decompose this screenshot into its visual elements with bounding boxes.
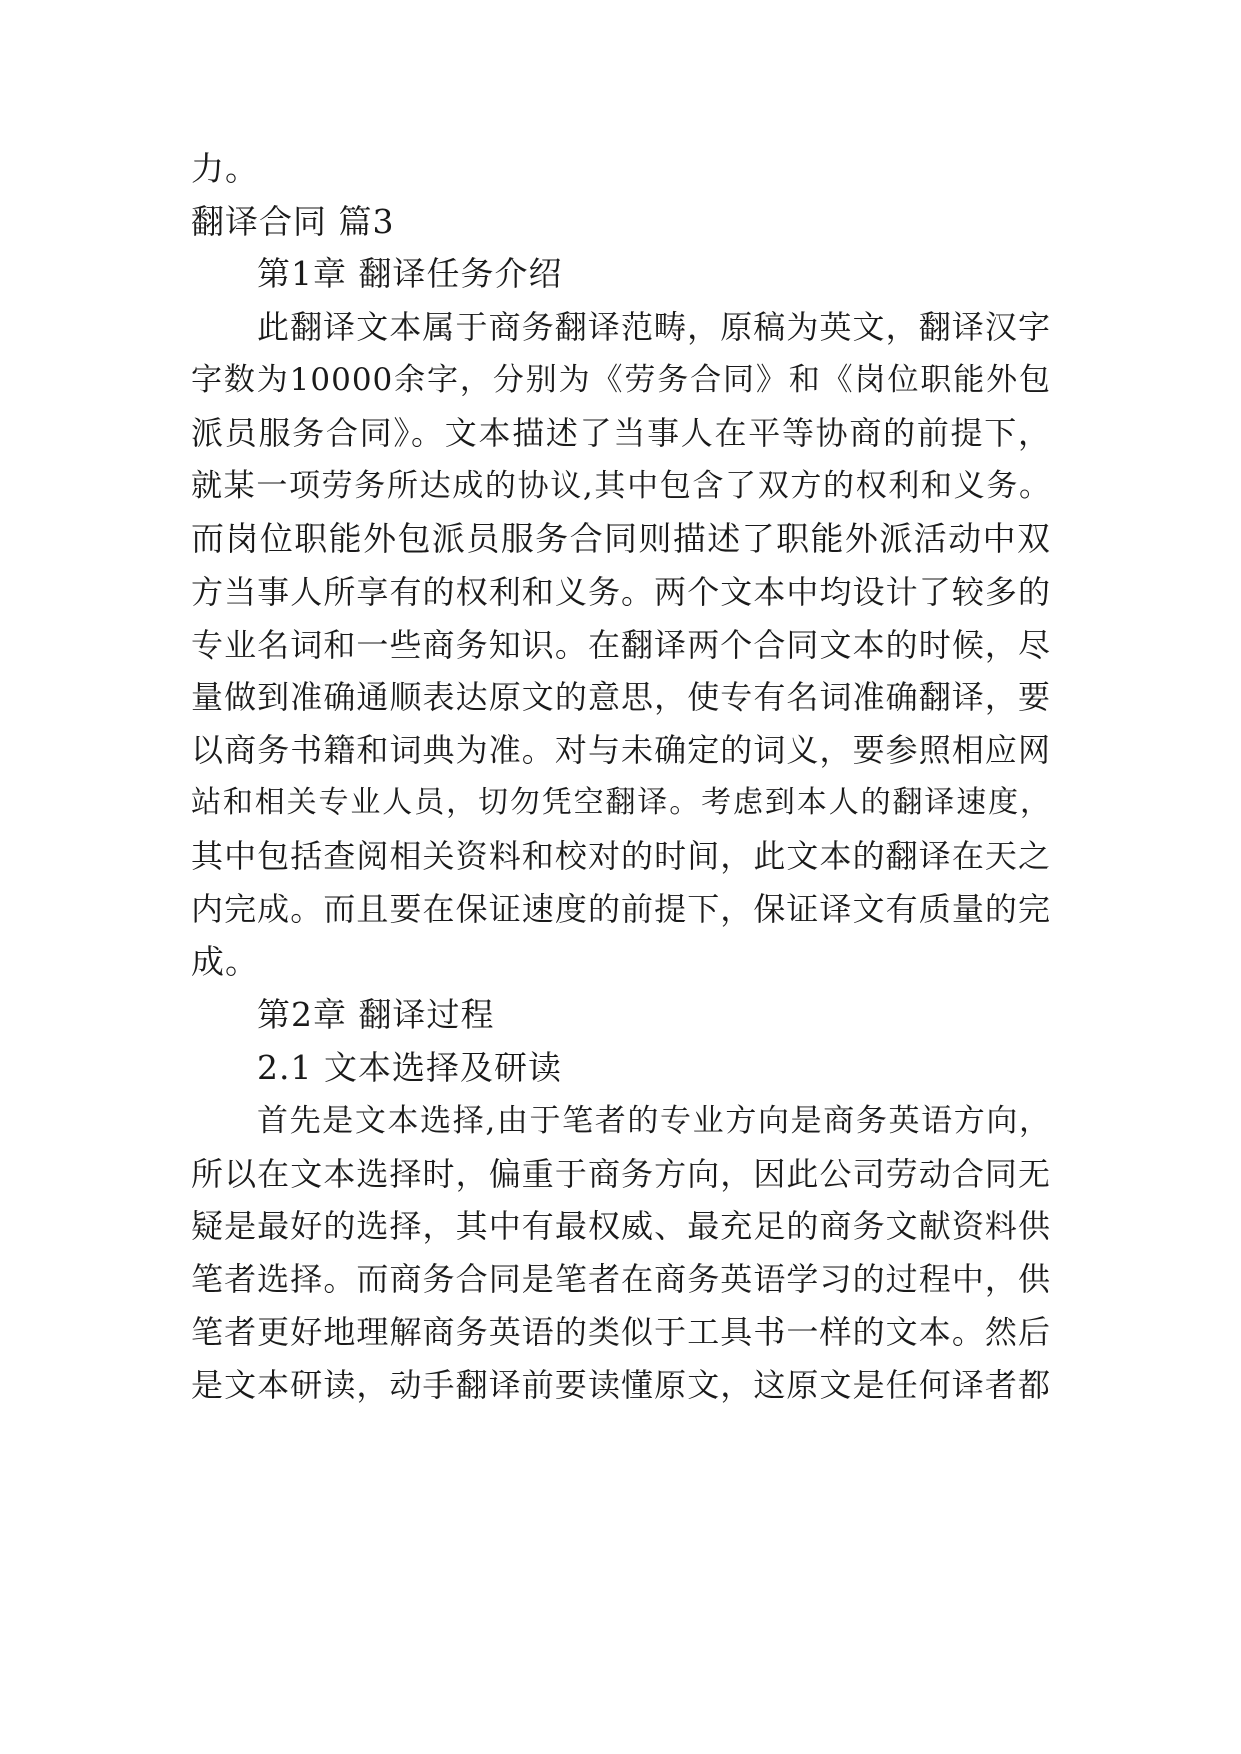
paragraph-line: 笔者更好地理解商务英语的类似于工具书一样的文本。然后 <box>191 1313 1051 1351</box>
chapter-1-heading: 第1章 翻译任务介绍 <box>257 254 563 293</box>
paragraph-line: 站和相关专业人员，切勿凭空翻译。考虑到本人的翻译速度， <box>191 785 1051 820</box>
section-title: 翻译合同 篇3 <box>191 202 395 241</box>
paragraph-line: 其中包括查阅相关资料和校对的时间，此文本的翻译在天之 <box>191 837 1051 875</box>
paragraph-line: 以商务书籍和词典为准。对与未确定的词义，要参照相应网 <box>191 731 1051 769</box>
paragraph-line: 就某一项劳务所达成的协议,其中包含了双方的权利和义务。 <box>191 468 1051 504</box>
paragraph-line: 内完成。而且要在保证速度的前提下，保证译文有质量的完 <box>191 890 1051 928</box>
paragraph-tail-line: 力。 <box>191 149 259 188</box>
paragraph-line: 是文本研读，动手翻译前要读懂原文，这原文是任何译者都 <box>191 1366 1051 1404</box>
paragraph-line: 字数为10000余字，分别为《劳务合同》和《岗位职能外包 <box>191 362 1051 398</box>
paragraph-line: 首先是文本选择,由于笔者的专业方向是商务英语方向， <box>257 1103 1051 1139</box>
chapter-2-heading: 第2章 翻译过程 <box>257 995 495 1034</box>
paragraph-line: 成。 <box>191 942 259 981</box>
paragraph-line: 疑是最好的选择，其中有最权威、最充足的商务文献资料供 <box>191 1207 1051 1245</box>
paragraph-line: 专业名词和一些商务知识。在翻译两个合同文本的时候，尽 <box>191 626 1051 664</box>
paragraph-line: 量做到准确通顺表达原文的意思，使专有名词准确翻译，要 <box>191 678 1051 716</box>
paragraph-line: 方当事人所享有的权利和义务。两个文本中均设计了较多的 <box>191 573 1051 611</box>
paragraph-line: 所以在文本选择时，偏重于商务方向，因此公司劳动合同无 <box>191 1155 1051 1193</box>
paragraph-line: 笔者选择。而商务合同是笔者在商务英语学习的过程中，供 <box>191 1260 1051 1298</box>
paragraph-line: 此翻译文本属于商务翻译范畴，原稿为英文，翻译汉字 <box>257 308 1051 346</box>
section-2-1-heading: 2.1 文本选择及研读 <box>257 1048 562 1087</box>
paragraph-line: 派员服务合同》。文本描述了当事人在平等协商的前提下， <box>191 414 1051 452</box>
paragraph-line: 而岗位职能外包派员服务合同则描述了职能外派活动中双 <box>191 519 1051 558</box>
